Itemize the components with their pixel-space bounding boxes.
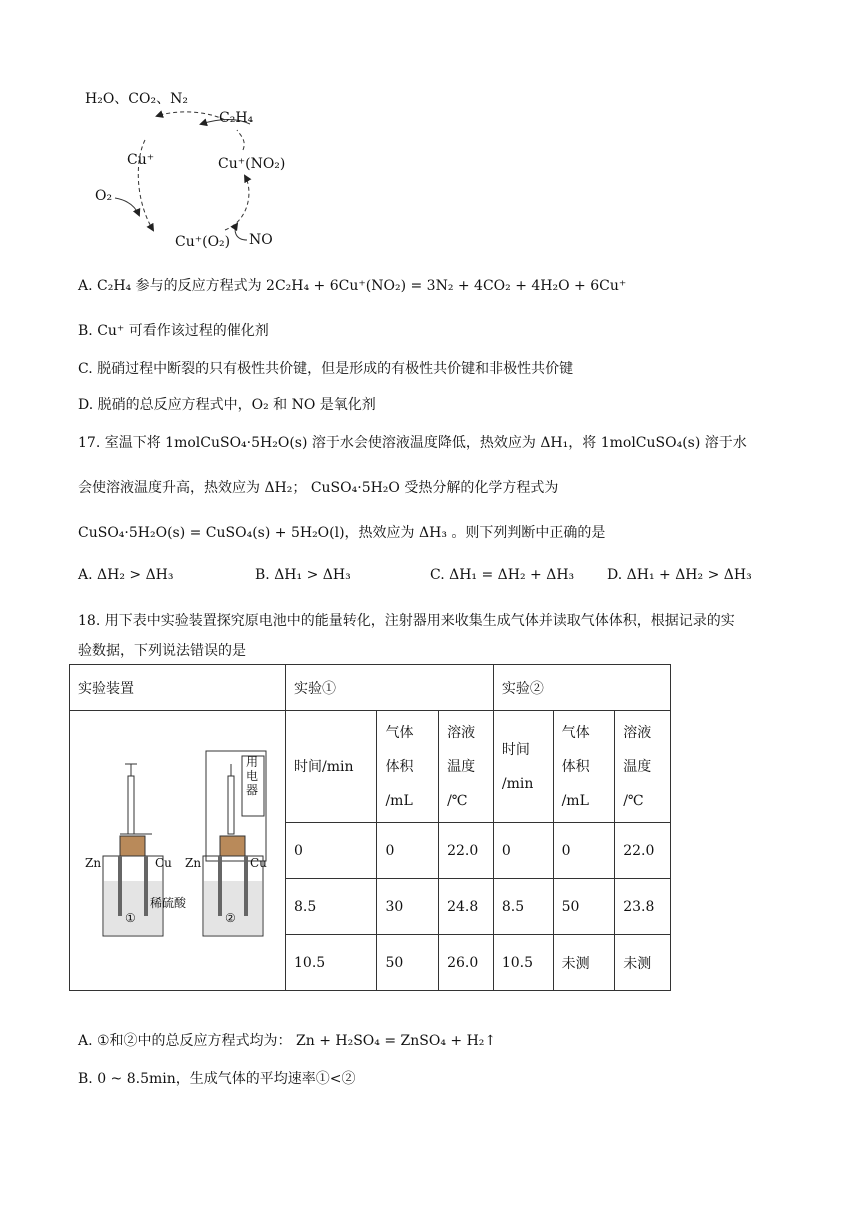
cu-ion-label: Cu⁺	[127, 152, 155, 168]
cu-o2-label: Cu⁺(O₂)	[175, 234, 231, 250]
col-temp-2: 溶液 温度 /℃	[615, 711, 671, 823]
table-row: 8.5 30 24.8 8.5 50 23.8	[70, 879, 671, 935]
q16-option-b: B. Cu⁺ 可看作该过程的催化剂	[78, 323, 269, 339]
no-label: NO	[249, 232, 273, 248]
apparatus-illustration-cell	[70, 711, 286, 991]
q17-option-c: C. ΔH₁ = ΔH₂ + ΔH₃	[430, 567, 575, 583]
col-time-1: 时间/min	[286, 711, 377, 823]
q18-stem-line2: 验数据，下列说法错误的是	[78, 643, 246, 659]
q17-option-b: B. ΔH₁ > ΔH₃	[255, 567, 351, 583]
col-gas-2: 气体 体积 /mL	[553, 711, 615, 823]
cu-no2-label: Cu⁺(NO₂)	[218, 156, 286, 172]
q17-option-d: D. ΔH₁ + ΔH₂ > ΔH₃	[607, 567, 752, 583]
q16-option-c: C. 脱硝过程中断裂的只有极性共价键，但是形成的有极性共价键和非极性共价键	[78, 361, 574, 377]
zn-label-1: Zn	[85, 856, 102, 870]
setup-1-label: ①	[125, 911, 136, 925]
q18-option-b: B. 0 ~ 8.5min，生成气体的平均速率①<②	[78, 1071, 356, 1087]
header-experiment-2: 实验②	[493, 665, 670, 711]
catalytic-cycle-diagram	[75, 80, 305, 255]
table-row: 0 0 22.0 0 0 22.0	[70, 823, 671, 879]
device-label: 用电器	[246, 755, 259, 797]
q18-stem-line1: 18. 用下表中实验装置探究原电池中的能量转化，注射器用来收集生成气体并读取气体体积，根据记录的实	[78, 613, 735, 629]
q16-option-a: A. C₂H₄ 参与的反应方程式为 2C₂H₄ + 6Cu⁺(NO₂) = 3N₂ + 4CO₂ + 4H₂O + 6Cu⁺	[78, 278, 627, 294]
col-time-2: 时间 /min	[493, 711, 553, 823]
cu-label-1: Cu	[155, 856, 172, 870]
cu-label-2: Cu	[250, 856, 267, 870]
header-experiment-1: 实验①	[286, 665, 494, 711]
zn-label-2: Zn	[185, 856, 202, 870]
col-gas-1: 气体 体积 /mL	[377, 711, 439, 823]
products-label: H₂O、CO₂、N₂	[85, 91, 188, 107]
q17-stem-line2: 会使溶液温度升高，热效应为 ΔH₂； CuSO₄·5H₂O 受热分解的化学方程式为	[78, 480, 559, 496]
q17-option-a: A. ΔH₂ > ΔH₃	[78, 567, 174, 583]
o2-label: O₂	[95, 188, 113, 204]
header-apparatus: 实验装置	[70, 665, 286, 711]
q17-stem-line3: CuSO₄·5H₂O(s) = CuSO₄(s) + 5H₂O(l)，热效应为 ΔH₃ 。则下列判断中正确的是	[78, 525, 606, 541]
q17-stem-line1: 17. 室温下将 1molCuSO₄·5H₂O(s) 溶于水会使溶液温度降低，热效应为 ΔH₁，将 1molCuSO₄(s) 溶于水	[78, 435, 747, 451]
acid-label: 稀硫酸	[150, 896, 187, 910]
experiment-table	[69, 664, 671, 991]
q16-option-d: D. 脱硝的总反应方程式中，O₂ 和 NO 是氧化剂	[78, 397, 376, 413]
q18-option-a: A. ①和②中的总反应方程式均为： Zn + H₂SO₄ = ZnSO₄ + H₂↑	[78, 1033, 497, 1049]
c2h4-label: C₂H₄	[219, 110, 254, 126]
setup-2-label: ②	[225, 911, 236, 925]
col-temp-1: 溶液 温度 /℃	[439, 711, 494, 823]
table-row: 10.5 50 26.0 10.5 未测 未测	[70, 935, 671, 991]
